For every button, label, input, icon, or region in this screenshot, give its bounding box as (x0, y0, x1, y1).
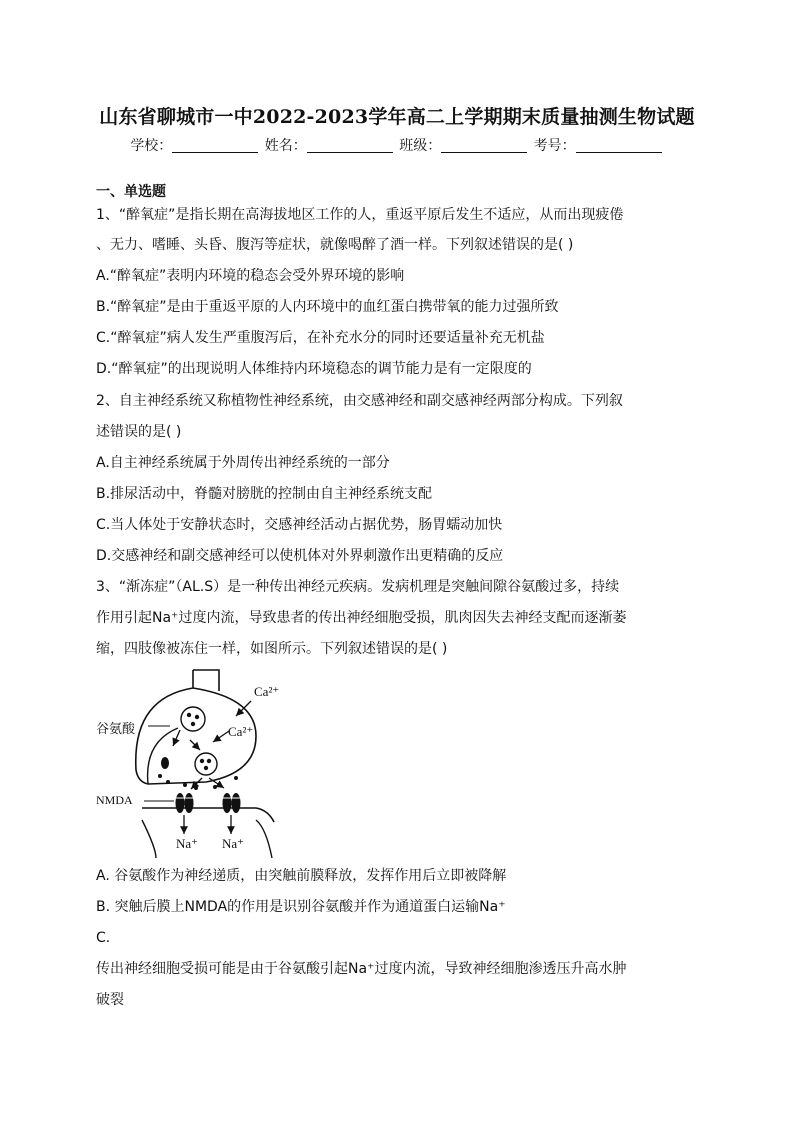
school-label: 学校： (130, 138, 173, 154)
question-1-option-d: D.“醉氧症”的出现说明人体维持内环境稳态的调节能力是有一定限度的 (96, 361, 532, 377)
label-na-2: Na⁺ (222, 836, 245, 851)
question-3-option-a: A. 谷氨酸作为神经递质，由突触前膜释放，发挥作用后立即被降解 (96, 868, 507, 884)
question-1-option-a: A.“醉氧症”表明内环境的稳态会受外界环境的影响 (96, 268, 405, 284)
question-3-option-c-label: C. (96, 930, 111, 946)
name-label: 姓名： (264, 138, 307, 154)
page-title: 山东省聊城市一中2022-2023学年高二上学期期末质量抽测生物试题 (99, 106, 695, 128)
question-2-option-a: A.自主神经系统属于外周传出神经系统的一部分 (96, 455, 390, 471)
name-blank (307, 138, 393, 153)
question-1-option-c: C.“醉氧症”病人发生严重腹泻后，在补充水分的同时还要适量补充无机盐 (96, 330, 545, 346)
postsynaptic-inner (142, 820, 156, 858)
question-2-stem-line-1: 2、自主神经系统又称植物性神经系统，由交感神经和副交感神经两部分构成。下列叙 (96, 393, 623, 409)
exam-no-label: 考号： (533, 138, 576, 154)
exam-no-blank (576, 138, 662, 153)
label-glutamate: 谷氨酸 (96, 722, 136, 737)
question-3-stem-line-2: 作用引起Na⁺过度内流，导致患者的传出神经细胞受损，肌肉因失去神经支配而逐渐萎 (96, 610, 627, 626)
nmda-receptor-2 (223, 793, 241, 813)
vesicle-upper (181, 707, 205, 731)
question-3-option-b: B. 突触后膜上NMDA的作用是识别谷氨酸并作为通道蛋白运输Na⁺ (96, 899, 506, 915)
question-1-option-b: B.“醉氧症”是由于重返平原的人内环境中的血红蛋白携带氧的能力过强所致 (96, 299, 559, 315)
class-label: 班级： (399, 138, 442, 154)
section-title: 一、单选题 (96, 184, 166, 200)
question-2-option-b: B.排尿活动中，脊髓对膀胱的控制由自主神经系统支配 (96, 486, 433, 502)
school-blank (172, 138, 258, 153)
question-1-stem-line-2: 、无力、嗜睡、头昏、腹泻等症状，就像喝醉了酒一样。下列叙述错误的是( ) (96, 237, 574, 253)
question-3-option-c-line-2: 破裂 (96, 992, 124, 1008)
class-blank (441, 138, 527, 153)
question-2-option-d: D.交感神经和副交感神经可以使机体对外界刺激作出更精确的反应 (96, 548, 504, 564)
postsynaptic-membrane (142, 808, 274, 822)
synapse-diagram (96, 668, 286, 858)
presynaptic-inner-curve (148, 728, 178, 784)
label-nmda: NMDA (96, 793, 133, 807)
label-na-1: Na⁺ (176, 836, 199, 851)
vesicle-lower (195, 753, 217, 775)
nmda-receptor-1 (176, 793, 194, 813)
label-ca-top: Ca²⁺ (254, 684, 280, 699)
question-2-option-c: C.当人体处于安静状态时，交感神经活动占据优势，肠胃蠕动加快 (96, 517, 503, 533)
student-info-row (0, 135, 794, 155)
label-ca-inner: Ca²⁺ (228, 724, 254, 739)
question-1-stem-line-1: 1、“醉氧症”是指长期在高海拔地区工作的人，重返平原后发生不适应，从而出现疲倦 (96, 207, 624, 223)
question-3-stem-line-1: 3、“渐冻症”（AL.S）是一种传出神经元疾病。发病机理是突触间隙谷氨酸过多，持续 (96, 579, 620, 595)
question-2-stem-line-2: 述错误的是( ) (96, 424, 182, 440)
question-3-stem-line-3: 缩，四肢像被冻住一样，如图所示。下列叙述错误的是( ) (96, 641, 448, 657)
question-3-option-c-line-1: 传出神经细胞受损可能是由于谷氨酸引起Na⁺过度内流，导致神经细胞渗透压升高水肿 (96, 961, 627, 977)
transporter (161, 757, 169, 769)
